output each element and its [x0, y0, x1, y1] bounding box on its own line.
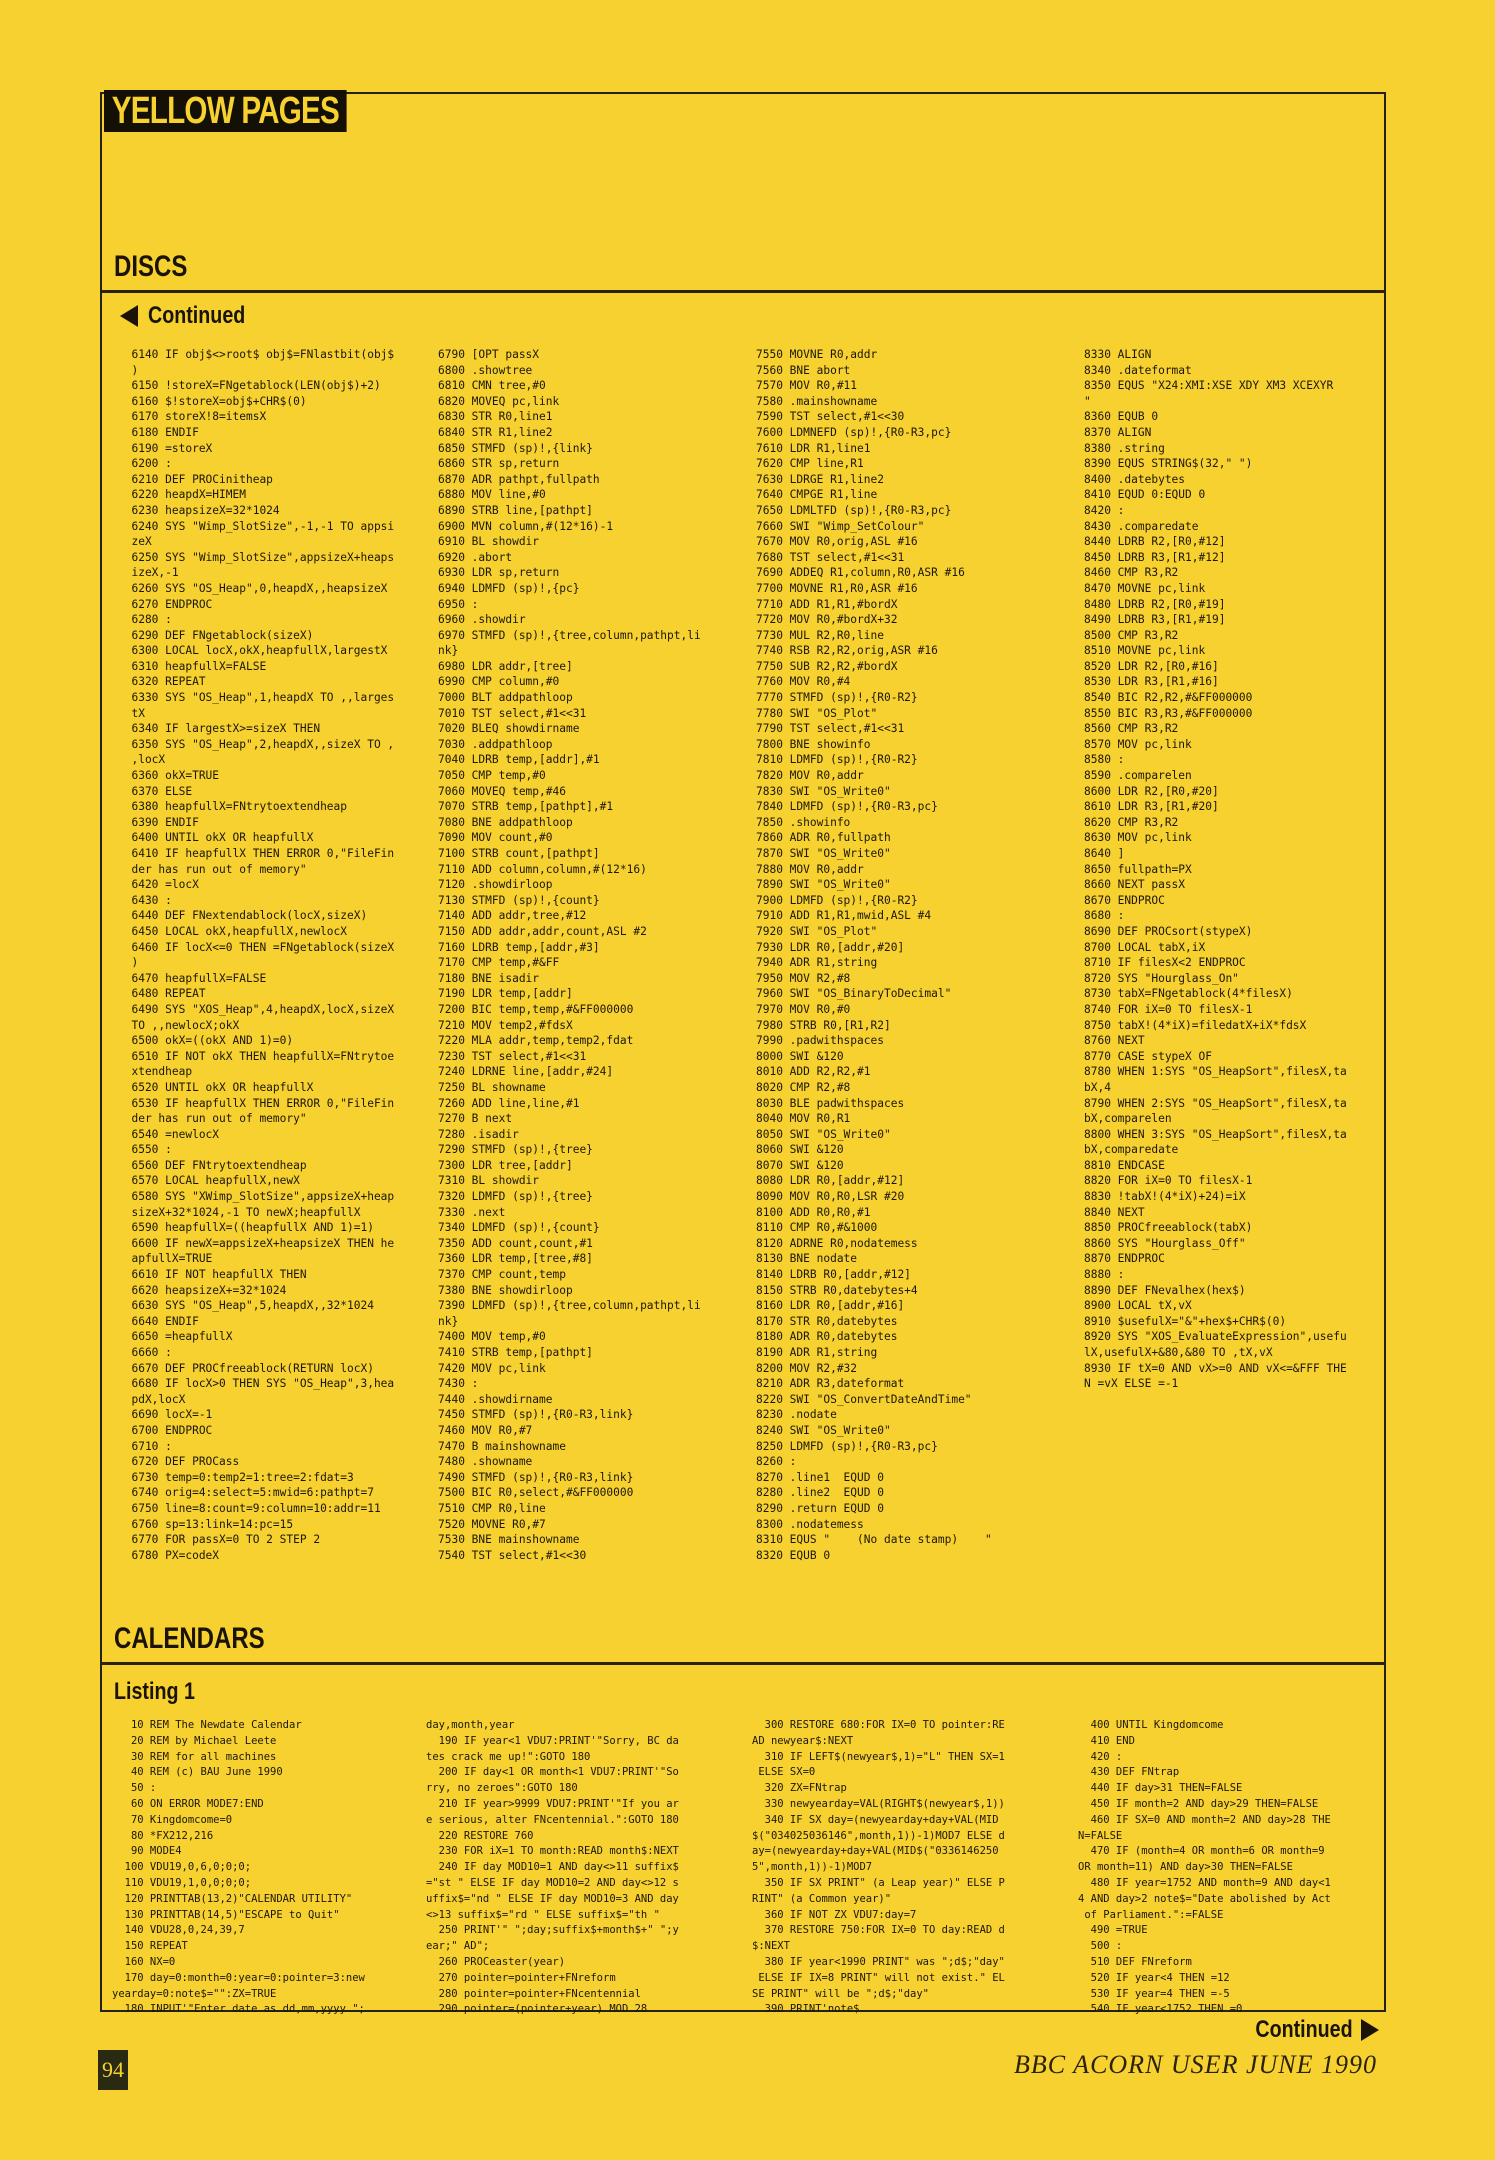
- continued-bottom: [1234, 2016, 1379, 2044]
- divider-discs: [100, 290, 1386, 293]
- section-heading-discs: DISCS: [114, 250, 188, 283]
- discs-code-column-2: 6790 [OPT passX 6800 .showtree 6810 CMN tree,#0 6820 MOVEQ pc,link 6830 STR R0,line1 6840 STR R1,line2 6850 STMFD (sp)!,{link} 6860 STR sp,return 6870 ADR pathpt,fullpath 6880 MOV line,#0 6890 STRB line,[pathpt] 6900 MVN column,#(12*16)-1 6910 BL showdir 6920 .abort 6930 LDR sp,return 6940 LDMFD (sp)!,{pc} 6950 : 6960 .showdir 6970 STMFD (sp)!,{tree,column,pathpt,li nk} 6980 LDR addr,[tree] 6990 CMP column,#0 7000 BLT addpathloop 7010 TST select,#1<<31 7020 BLEQ showdirname 7030 .addpathloop 7040 LDRB temp,[addr],#1 7050 CMP temp,#0 7060 MOVEQ temp,#46 7070 STRB temp,[pathpt],#1 7080 BNE addpathloop 7090 MOV count,#0 7100 STRB count,[pathpt] 7110 ADD column,column,#(12*16) 7120 .showdirloop 7130 STMFD (sp)!,{count} 7140 ADD addr,tree,#12 7150 ADD addr,addr,count,ASL #2 7160 LDRB temp,[addr,#3] 7170 CMP temp,#&FF 7180 BNE isadir 7190 LDR temp,[addr] 7200 BIC temp,temp,#&FF000000 7210 MOV temp2,#fdsX 7220 MLA addr,temp,temp2,fdat 7230 TST select,#1<<31 7240 LDRNE line,[addr,#24] 7250 BL showname 7260 ADD line,line,#1 7270 B next 7280 .isadir 7290 STMFD (sp)!,{tree} 7300 LDR tree,[addr] 7310 BL showdir 7320 LDMFD (sp)!,{tree} 7330 .next 7340 LDMFD (sp)!,{count} 7350 ADD count,count,#1 7360 LDR temp,[tree,#8] 7370 CMP count,temp 7380 BNE showdirloop 7390 LDMFD (sp)!,{tree,column,pathpt,li nk} 7400 MOV temp,#0 7410 STRB temp,[pathpt] 7420 MOV pc,link 7430 : 7440 .showdirname 7450 STMFD (sp)!,{R0-R3,link} 7460 MOV R0,#7 7470 B mainshowname 7480 .showname 7490 STMFD (sp)!,{R0-R3,link} 7500 BIC R0,select,#&FF000000 7510 CMP R0,line 7520 MOVNE R0,#7 7530 BNE mainshowname 7540 TST select,#1<<30: [438, 348, 701, 1562]
- page-number: 94: [98, 2050, 128, 2090]
- calendar-code-column-2: day,month,year 190 IF year<1 VDU7:PRINT'"Sorry, BC da tes crack me up!":GOTO 180 200 IF day<1 OR month<1 VDU7:PRINT'"So rry, no zeroes":GOTO 180 210 IF year>9999 VDU7:PRINT'"If you ar e serious, alter FNcentennial.":GOTO 180 220 RESTORE 760 230 FOR iX=1 TO month:READ month$:NEXT 240 IF day MOD10=1 AND day<>11 suffix$ ="st " ELSE IF day MOD10=2 AND day<>12 s uffix$="nd " ELSE IF day MOD10=3 AND day <>13 suffix$="rd " ELSE suffix$="th " 250 PRINT'" ";day;suffix$+month$+" ";y ear;" AD"; 260 PROCeaster(year) 270 pointer=pointer+FNreform 280 pointer=pointer+FNcentennial 290 pointer=(pointer+year) MOD 28: [426, 1719, 679, 2016]
- divider-calendars: [100, 1662, 1386, 1665]
- arrow-left-icon: [120, 305, 138, 327]
- section-heading-calendars: CALENDARS: [114, 1622, 265, 1655]
- calendar-code-column-4: 400 UNTIL Kingdomcome 410 END 420 : 430 DEF FNtrap 440 IF day>31 THEN=FALSE 450 IF month=2 AND day>29 THEN=FALSE 460 IF SX=0 AND month=2 AND day>28 THE N=FALSE 470 IF (month=4 OR month=6 OR month=9 OR month=11) AND day>30 THEN=FALSE 480 IF year=1752 AND month=9 AND day<1 4 AND day>2 note$="Date abolished by Act of Parliament.":=FALSE 490 =TRUE 500 : 510 DEF FNreform 520 IF year<4 THEN =12 530 IF year=4 THEN =-5 540 IF year<1752 THEN =0: [1078, 1719, 1331, 2016]
- discs-code-column-3: 7550 MOVNE R0,addr 7560 BNE abort 7570 MOV R0,#11 7580 .mainshowname 7590 TST select,#1<<30 7600 LDMNEFD (sp)!,{R0-R3,pc} 7610 LDR R1,line1 7620 CMP line,R1 7630 LDRGE R1,line2 7640 CMPGE R1,line 7650 LDMLTFD (sp)!,{R0-R3,pc} 7660 SWI "Wimp_SetColour" 7670 MOV R0,orig,ASL #16 7680 TST select,#1<<31 7690 ADDEQ R1,column,R0,ASR #16 7700 MOVNE R1,R0,ASR #16 7710 ADD R1,R1,#bordX 7720 MOV R0,#bordX+32 7730 MUL R2,R0,line 7740 RSB R2,R2,orig,ASR #16 7750 SUB R2,R2,#bordX 7760 MOV R0,#4 7770 STMFD (sp)!,{R0-R2} 7780 SWI "OS_Plot" 7790 TST select,#1<<31 7800 BNE showinfo 7810 LDMFD (sp)!,{R0-R2} 7820 MOV R0,addr 7830 SWI "OS_Write0" 7840 LDMFD (sp)!,{R0-R3,pc} 7850 .showinfo 7860 ADR R0,fullpath 7870 SWI "OS_Write0" 7880 MOV R0,addr 7890 SWI "OS_Write0" 7900 LDMFD (sp)!,{R0-R2} 7910 ADD R1,R1,mwid,ASL #4 7920 SWI "OS_Plot" 7930 LDR R0,[addr,#20] 7940 ADR R1,string 7950 MOV R2,#8 7960 SWI "OS_BinaryToDecimal" 7970 MOV R0,#0 7980 STRB R0,[R1,R2] 7990 .padwithspaces 8000 SWI &120 8010 ADD R2,R2,#1 8020 CMP R2,#8 8030 BLE padwithspaces 8040 MOV R0,R1 8050 SWI "OS_Write0" 8060 SWI &120 8070 SWI &120 8080 LDR R0,[addr,#12] 8090 MOV R0,R0,LSR #20 8100 ADD R0,R0,#1 8110 CMP R0,#&1000 8120 ADRNE R0,nodatemess 8130 BNE nodate 8140 LDRB R0,[addr,#12] 8150 STRB R0,datebytes+4 8160 LDR R0,[addr,#16] 8170 STR R0,datebytes 8180 ADR R0,datebytes 8190 ADR R1,string 8200 MOV R2,#32 8210 ADR R3,dateformat 8220 SWI "OS_ConvertDateAndTime" 8230 .nodate 8240 SWI "OS_Write0" 8250 LDMFD (sp)!,{R0-R3,pc} 8260 : 8270 .line1 EQUD 0 8280 .line2 EQUD 0 8290 .return EQUD 0 8300 .nodatemess 8310 EQUS " (No date stamp) " 8320 EQUB 0: [756, 348, 992, 1562]
- continued-top: [120, 302, 267, 330]
- discs-code-column-4: 8330 ALIGN 8340 .dateformat 8350 EQUS "X24:XMI:XSE XDY XM3 XCEXYR " 8360 EQUB 0 8370 ALIGN 8380 .string 8390 EQUS STRING$(32," ") 8400 .datebytes 8410 EQUD 0:EQUD 0 8420 : 8430 .comparedate 8440 LDRB R2,[R0,#12] 8450 LDRB R3,[R1,#12] 8460 CMP R3,R2 8470 MOVNE pc,link 8480 LDRB R2,[R0,#19] 8490 LDRB R3,[R1,#19] 8500 CMP R3,R2 8510 MOVNE pc,link 8520 LDR R2,[R0,#16] 8530 LDR R3,[R1,#16] 8540 BIC R2,R2,#&FF000000 8550 BIC R3,R3,#&FF000000 8560 CMP R3,R2 8570 MOV pc,link 8580 : 8590 .comparelen 8600 LDR R2,[R0,#20] 8610 LDR R3,[R1,#20] 8620 CMP R3,R2 8630 MOV pc,link 8640 ] 8650 fullpath=PX 8660 NEXT passX 8670 ENDPROC 8680 : 8690 DEF PROCsort(stypeX) 8700 LOCAL tabX,iX 8710 IF filesX<2 ENDPROC 8720 SYS "Hourglass_On" 8730 tabX=FNgetablock(4*filesX) 8740 FOR iX=0 TO filesX-1 8750 tabX!(4*iX)=filedatX+iX*fdsX 8760 NEXT 8770 CASE stypeX OF 8780 WHEN 1:SYS "OS_HeapSort",filesX,ta bX,4 8790 WHEN 2:SYS "OS_HeapSort",filesX,ta bX,comparelen 8800 WHEN 3:SYS "OS_HeapSort",filesX,ta bX,comparedate 8810 ENDCASE 8820 FOR iX=0 TO filesX-1 8830 !tabX!(4*iX)+24)=iX 8840 NEXT 8850 PROCfreeablock(tabX) 8860 SYS "Hourglass_Off" 8870 ENDPROC 8880 : 8890 DEF FNevalhex(hex$) 8900 LOCAL tX,vX 8910 $usefulX="&"+hex$+CHR$(0) 8920 SYS "XOS_EvaluateExpression",usefu lX,usefulX+&80,&80 TO ,tX,vX 8930 IF tX=0 AND vX>=0 AND vX<=&FFF THE N =vX ELSE =-1: [1084, 348, 1347, 1391]
- continued-top-label: Continued: [148, 302, 246, 329]
- continued-bottom-label: Continued: [1255, 2016, 1353, 2043]
- listing-heading: Listing 1: [114, 1678, 195, 1705]
- arrow-right-icon: [1361, 2019, 1379, 2041]
- masthead: YELLOW PAGES: [104, 90, 347, 132]
- footer-publication: BBC ACORN USER JUNE 1990: [1014, 2050, 1377, 2079]
- calendar-code-column-1: 10 REM The Newdate Calendar 20 REM by Michael Leete 30 REM for all machines 40 REM (c) BAU June 1990 50 : 60 ON ERROR MODE7:END 70 Kingdomcome=0 80 *FX212,216 90 MODE4 100 VDU19,0,6,0;0;0; 110 VDU19,1,0,0;0;0; 120 PRINTTAB(13,2)"CALENDAR UTILITY" 130 PRINTTAB(14,5)"ESCAPE to Quit" 140 VDU28,0,24,39,7 150 REPEAT 160 NX=0 170 day=0:month=0:year=0:pointer=3:new yearday=0:note$="":ZX=TRUE 180 INPUT'"Enter date as dd,mm,yyyy ";: [112, 1719, 365, 2016]
- discs-code-column-1: 6140 IF obj$<>root$ obj$=FNlastbit(obj$ ) 6150 !storeX=FNgetablock(LEN(obj$)+2) 6160 $!storeX=obj$+CHR$(0) 6170 storeX!8=itemsX 6180 ENDIF 6190 =storeX 6200 : 6210 DEF PROCinitheap 6220 heapdX=HIMEM 6230 heapsizeX=32*1024 6240 SYS "Wimp_SlotSize",-1,-1 TO appsi zeX 6250 SYS "Wimp_SlotSize",appsizeX+heaps izeX,-1 6260 SYS "OS_Heap",0,heapdX,,heapsizeX 6270 ENDPROC 6280 : 6290 DEF FNgetablock(sizeX) 6300 LOCAL locX,okX,heapfullX,largestX 6310 heapfullX=FALSE 6320 REPEAT 6330 SYS "OS_Heap",1,heapdX TO ,,larges tX 6340 IF largestX>=sizeX THEN 6350 SYS "OS_Heap",2,heapdX,,sizeX TO , ,locX 6360 okX=TRUE 6370 ELSE 6380 heapfullX=FNtrytoextendheap 6390 ENDIF 6400 UNTIL okX OR heapfullX 6410 IF heapfullX THEN ERROR 0,"FileFin der has run out of memory" 6420 =locX 6430 : 6440 DEF FNextendablock(locX,sizeX) 6450 LOCAL okX,heapfullX,newlocX 6460 IF locX<=0 THEN =FNgetablock(sizeX ) 6470 heapfullX=FALSE 6480 REPEAT 6490 SYS "XOS_Heap",4,heapdX,locX,sizeX TO ,,newlocX;okX 6500 okX=((okX AND 1)=0) 6510 IF NOT okX THEN heapfullX=FNtrytoe xtendheap 6520 UNTIL okX OR heapfullX 6530 IF heapfullX THEN ERROR 0,"FileFin der has run out of memory" 6540 =newlocX 6550 : 6560 DEF FNtrytoextendheap 6570 LOCAL heapfullX,newX 6580 SYS "XWimp_SlotSize",appsizeX+heap sizeX+32*1024,-1 TO newX;heapfullX 6590 heapfullX=((heapfullX AND 1)=1) 6600 IF newX=appsizeX+heapsizeX THEN he apfullX=TRUE 6610 IF NOT heapfullX THEN 6620 heapsizeX+=32*1024 6630 SYS "OS_Heap",5,heapdX,,32*1024 6640 ENDIF 6650 =heapfullX 6660 : 6670 DEF PROCfreeablock(RETURN locX) 6680 IF locX>0 THEN SYS "OS_Heap",3,hea pdX,locX 6690 locX=-1 6700 ENDPROC 6710 : 6720 DEF PROCass 6730 temp=0:temp2=1:tree=2:fdat=3 6740 orig=4:select=5:mwid=6:pathpt=7 6750 line=8:count=9:column=10:addr=11 6760 sp=13:link=14:pc=15 6770 FOR passX=0 TO 2 STEP 2 6780 PX=codeX: [131, 348, 395, 1562]
- calendar-code-column-3: 300 RESTORE 680:FOR IX=0 TO pointer:RE AD newyear$:NEXT 310 IF LEFT$(newyear$,1)="L" THEN SX=1 ELSE SX=0 320 ZX=FNtrap 330 newyearday=VAL(RIGHT$(newyear$,1)) 340 IF SX day=(newyearday+day+VAL(MID $("034025036146",month,1))-1)MOD7 ELSE d ay=(newyearday+day+VAL(MID$("0336146250 5",month,1))-1)MOD7 350 IF SX PRINT" (a Leap year)" ELSE P RINT" (a Common year)" 360 IF NOT ZX VDU7:day=7 370 RESTORE 750:FOR IX=0 TO day:READ d $:NEXT 380 IF year<1990 PRINT" was ";d$;"day" ELSE IF IX=8 PRINT" will not exist." EL SE PRINT" will be ";d$;"day" 390 PRINT'note$: [752, 1719, 1005, 2016]
